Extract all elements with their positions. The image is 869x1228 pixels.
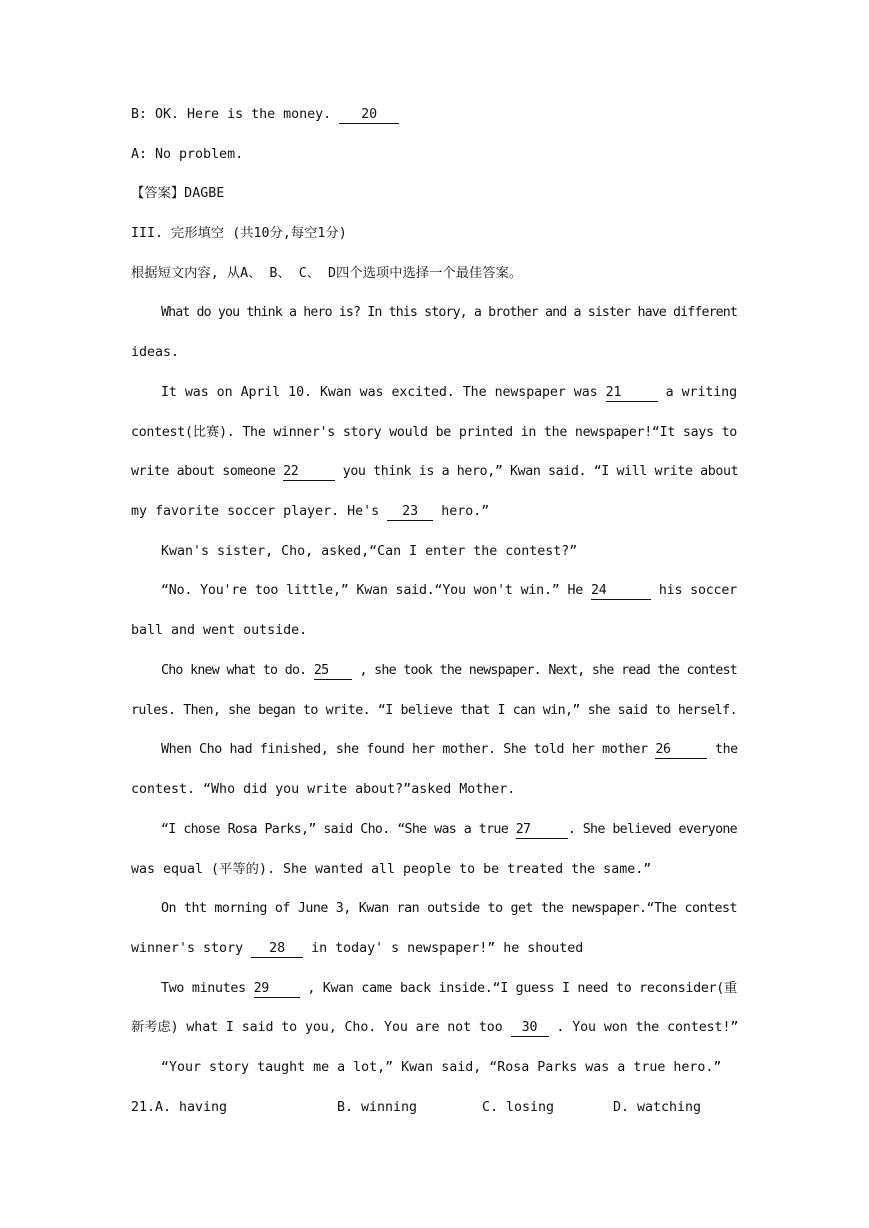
passage-line: contest. “Who did you write about?”asked Mother. — [131, 782, 516, 797]
line-text: When Cho had finished, she found her mother. She told her mother — [161, 742, 656, 757]
blank-29: 29 — [254, 981, 300, 998]
line-text: you think is a hero,” Kwan said. “I will write about — [335, 464, 739, 479]
passage-line: was equal (平等的). She wanted all people to be treated the same.” — [131, 862, 652, 877]
blank-27: 27 — [516, 822, 568, 839]
passage-line — [131, 939, 737, 959]
passage-line: ball and went outside. — [131, 623, 308, 638]
blank-28: 28 — [251, 941, 303, 958]
blank-26: 26 — [655, 742, 707, 759]
line-text: his soccer — [650, 583, 737, 598]
blank-24: 24 — [591, 583, 651, 600]
passage-line — [161, 661, 737, 681]
passage-line — [131, 1018, 737, 1038]
passage-line — [161, 740, 737, 760]
passage-line: rules. Then, she began to write. “I believe that I can win,” she said to herself. — [131, 703, 737, 718]
option-c: C. losing — [482, 1100, 555, 1115]
line-text: in today' s newspaper!” he shouted — [303, 941, 584, 956]
blank-22: 22 — [283, 464, 335, 481]
passage-line — [131, 462, 737, 482]
line-text: , Kwan came back inside.“I guess I need to reconsider(重 — [299, 981, 737, 996]
line-text: B: OK. Here is the money. — [131, 107, 340, 122]
line-text: , she took the newspaper. Next, she read the contest — [351, 663, 737, 678]
answer-line: 【答案】DAGBE — [131, 186, 225, 201]
line-text: “No. You're too little,” Kwan said.“You won't win.” He — [161, 583, 591, 598]
passage-line — [161, 383, 737, 403]
passage-line: ideas. — [131, 345, 180, 360]
passage-line — [161, 820, 737, 840]
line-text: It was on April 10. Kwan was excited. The newspaper was — [161, 385, 606, 400]
passage-line: Kwan's sister, Cho, asked,“Can I enter the contest?” — [161, 544, 578, 559]
line-text: Cho knew what to do. — [161, 663, 314, 678]
blank-23: 23 — [387, 504, 433, 521]
passage-line: What do you think a hero is? In this story, a brother and a sister have different — [161, 305, 737, 320]
line-text: . You won the contest!” — [548, 1020, 739, 1035]
section-heading: III. 完形填空 (共10分,每空1分) — [131, 226, 347, 241]
line-text: write about someone — [131, 464, 284, 479]
dialogue-line-b — [131, 105, 737, 125]
line-text: Two minutes — [161, 981, 254, 996]
line-text: my favorite soccer player. He's — [131, 504, 388, 519]
dialogue-line-a: A: No problem. — [131, 147, 244, 162]
line-text: a writing — [657, 385, 737, 400]
line-text: “I chose Rosa Parks,” said Cho. “She was a true — [161, 822, 516, 837]
option-d: D. watching — [613, 1100, 702, 1115]
blank-20: 20 — [339, 107, 399, 124]
line-text: winner's story — [131, 941, 252, 956]
passage-line — [131, 502, 737, 522]
passage-line: On tht morning of June 3, Kwan ran outside to get the newspaper.“The contest — [161, 901, 737, 916]
line-text: hero.” — [433, 504, 490, 519]
passage-line: “Your story taught me a lot,” Kwan said, “Rosa Parks was a true hero.” — [161, 1060, 722, 1075]
blank-21: 21 — [606, 385, 658, 402]
passage-line: contest(比赛). The winner's story would be printed in the newspaper!“It says to — [131, 425, 737, 440]
passage-line — [161, 979, 737, 999]
passage-line — [161, 581, 737, 601]
option-a: 21.A. having — [131, 1100, 228, 1115]
option-b: B. winning — [337, 1100, 418, 1115]
blank-25: 25 — [314, 663, 352, 680]
line-text: the — [707, 742, 738, 757]
instructions: 根据短文内容, 从A、 B、 C、 D四个选项中选择一个最佳答案。 — [131, 266, 523, 281]
line-text: . She believed everyone — [567, 822, 737, 837]
blank-30: 30 — [511, 1020, 549, 1037]
line-text: 新考虑) what I said to you, Cho. You are not too — [131, 1020, 511, 1035]
